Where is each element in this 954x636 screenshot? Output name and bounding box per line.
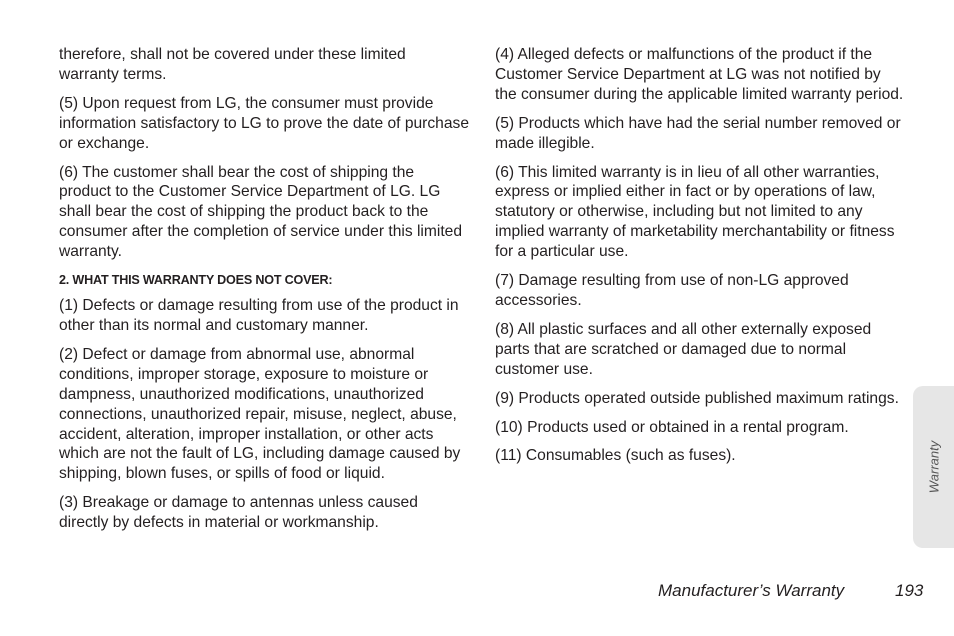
left-column	[59, 45, 469, 542]
right-column	[495, 45, 905, 475]
paragraph-maximum-ratings: (9) Products operated outside published maximum ratings.	[495, 389, 899, 407]
paragraph-defects-misuse: (1) Defects or damage resulting from use of the product in other than its normal and customary manner.	[59, 297, 459, 334]
paragraph-consumables: (11) Consumables (such as fuses).	[495, 447, 736, 465]
paragraph-antenna-breakage: (3) Breakage or damage to antennas unless caused directly by defects in material or workmanship.	[59, 494, 418, 532]
page-number: 193	[895, 581, 924, 600]
paragraph-in-lieu-of-warranties: (6) This limited warranty is in lieu of all other warranties, express or implied either in fact or by operations of law, statutory or otherwise, including but not limited to any implied warranty of marketability merchantability or fitness for a particular use.	[495, 163, 895, 261]
section-heading-not-covered: 2. WHAT THIS WARRANTY DOES NOT COVER:	[59, 273, 333, 288]
section-side-tab	[913, 386, 954, 548]
paragraph-abnormal-use: (2) Defect or damage from abnormal use, abnormal conditions, improper storage, exposure to moisture or dampness, unauthorized modifications, unauthorized connections, unauthorized repair, misuse, neglect, abuse, accident, alteration, improper installation, or other acts which are not the fault of LG, including damage caused by shipping, blown fuses, or spills of food or liquid.	[59, 345, 461, 483]
footer-title: Manufacturer’s Warranty	[658, 581, 845, 600]
paragraph-alleged-defects: (4) Alleged defects or malfunctions of the product if the Customer Service Department at LG was not notified by the consumer during the applicable limited warranty period.	[495, 46, 904, 103]
paragraph-plastic-surfaces: (8) All plastic surfaces and all other externally exposed parts that are scratched or damaged due to normal customer use.	[495, 320, 872, 378]
paragraph-proof-of-purchase: (5) Upon request from LG, the consumer must provide information satisfactory to LG to prove the date of purchase or exchange.	[59, 94, 469, 152]
paragraph-serial-number: (5) Products which have had the serial number removed or made illegible.	[495, 114, 901, 152]
paragraph-warranty-terms: therefore, shall not be covered under these limited warranty terms.	[59, 46, 406, 83]
paragraph-rental-program: (10) Products used or obtained in a rental program.	[495, 418, 849, 436]
side-tab-label: Warranty	[926, 440, 941, 494]
paragraph-non-lg-accessories: (7) Damage resulting from use of non-LG approved accessories.	[495, 272, 849, 309]
paragraph-shipping-cost: (6) The customer shall bear the cost of shipping the product to the Customer Service Department of LG. LG shall bear the cost of shipping the product back to the consumer after the completion of service under this limited warranty.	[59, 163, 463, 261]
